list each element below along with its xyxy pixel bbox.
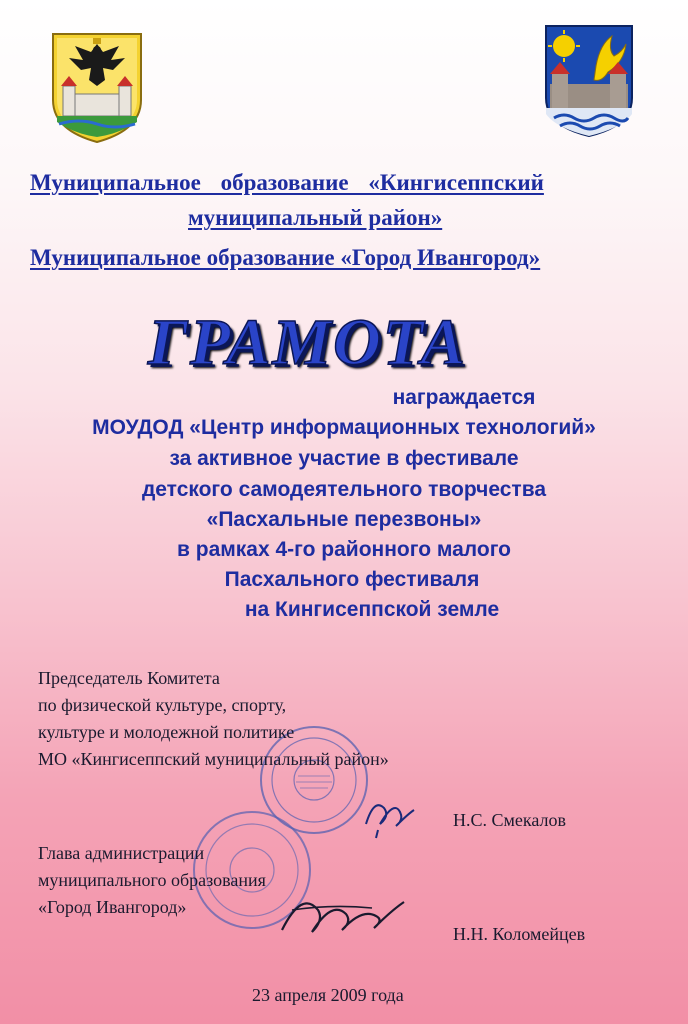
award-reason-line5: на Кингисеппской земле — [244, 598, 500, 621]
signatory1-position-line4: МО «Кингисеппский муниципальный район» — [38, 749, 389, 769]
signatory1-position-line3: культуре и молодежной политике — [38, 722, 295, 742]
award-festival-name: «Пасхальные перезвоны» — [206, 508, 482, 531]
award-recipient: МОУДОД «Центр информационных технологий» — [92, 416, 596, 439]
award-reason-line3: в рамках 4-го районного малого — [177, 538, 511, 561]
signatory1-position-line1: Председатель Комитета — [38, 668, 220, 688]
award-reason-line1: за активное участие в фестивале — [169, 447, 519, 470]
signature-smekalov-icon — [360, 790, 420, 840]
header-municipality-district-line1: Муниципальное образование «Кингисеппский — [30, 170, 544, 195]
kingisepp-coat-of-arms-icon — [49, 30, 145, 146]
signatory2-name: Н.Н. Коломейцев — [453, 924, 586, 944]
signatory2-position-line1: Глава администрации — [38, 843, 205, 863]
issue-date: 23 апреля 2009 года — [252, 985, 404, 1005]
signatory1-name: Н.С. Смекалов — [453, 810, 566, 830]
header-municipality-city: Муниципальное образование «Город Ивангород» — [30, 245, 541, 270]
award-reason-line4: Пасхального фестиваля — [224, 568, 480, 591]
signatory2-position-line2: муниципального образования — [38, 870, 266, 890]
certificate-title: ГРАМОТА — [148, 306, 467, 379]
signatory1-position-line2: по физической культуре, спорту, — [38, 695, 287, 715]
award-reason-line2: детского самодеятельного творчества — [141, 478, 547, 501]
signature-kolomeitsev-icon — [272, 880, 412, 950]
award-verb: награждается — [392, 386, 536, 409]
ivangorod-coat-of-arms-icon — [542, 22, 636, 140]
signatory2-position-line3: «Город Ивангород» — [38, 897, 187, 917]
header-municipality-district-line2: муниципальный район» — [188, 205, 443, 230]
